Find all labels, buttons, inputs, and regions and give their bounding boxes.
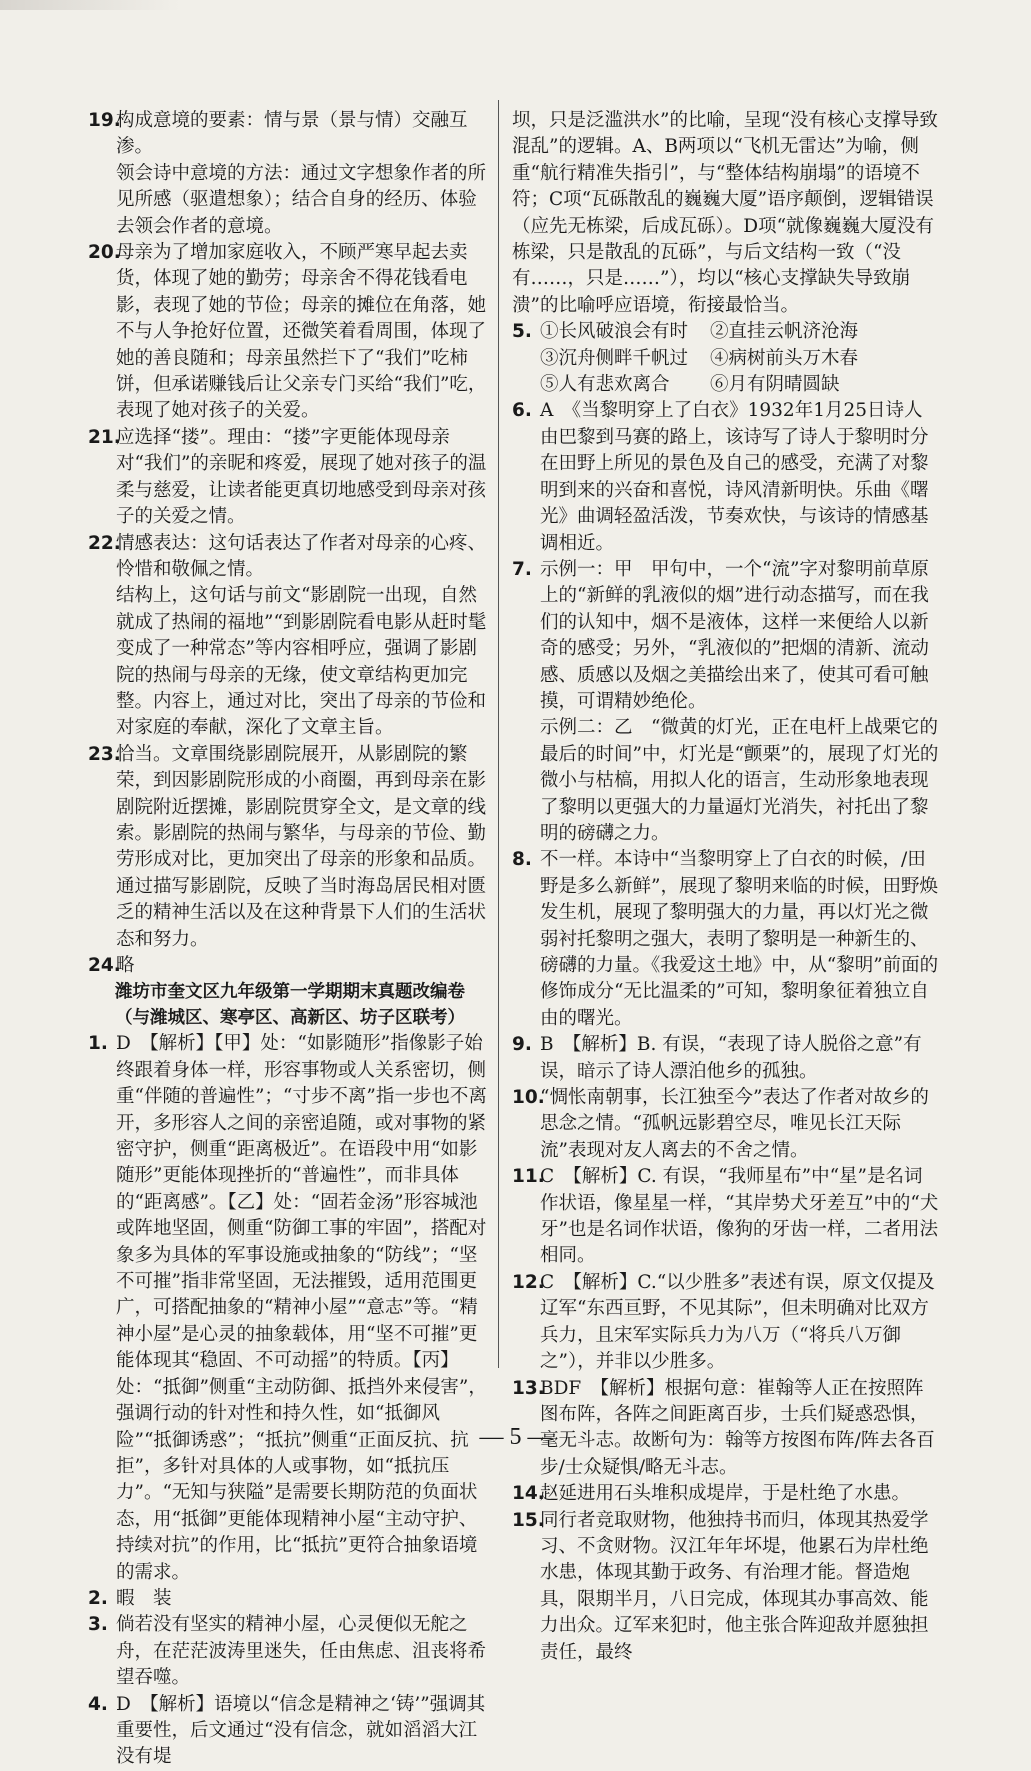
answer-item	[88, 531, 492, 742]
answer-number: 5.	[512, 321, 532, 343]
answer-text: B 【解析】B. 有误，“表现了诗人脱俗之意”有误，暗示了诗人漂泊他乡的孤独。	[540, 1034, 922, 1082]
answer-text: 示例一：甲 甲句中，一个“流”字对黎明前草原上的“新鲜的乳液似的烟”进行动态描写，而在我们的认知中，烟不是液体，这样一来便给人以新奇的感受；另外，“乳液似的”把烟的清新、流动感、质感以及烟之美描绘出来了，使其可看可触摸，可谓精妙绝伦。	[540, 558, 929, 712]
answer-text: 赵延进用石头堆积成堤岸，于是杜绝了水患。	[540, 1483, 911, 1505]
answer-text: C 【解析】C. 有误，“我师星布”中“星”是名词作状语，像星星一样，“其岸势犬牙差互”中的“犬牙”也是名词作状语，像狗的牙齿一样，二者用法相同。	[540, 1166, 939, 1267]
answer-item	[88, 1692, 492, 1771]
answer-number: 9.	[512, 1034, 532, 1056]
answer-text: 构成意境的要素：情与景（景与情）交融互渗。	[116, 110, 468, 158]
answer-text: 略	[116, 955, 135, 976]
answer-item	[512, 847, 940, 1032]
answer-item	[88, 108, 492, 240]
answer-item	[512, 108, 940, 319]
answer-item	[512, 1032, 940, 1085]
answer-item	[88, 425, 492, 531]
answer-item	[512, 319, 940, 398]
poem-lines	[540, 319, 940, 398]
poem-line: ②直挂云帆济沧海	[710, 321, 859, 343]
answer-item	[88, 742, 492, 953]
answer-text: C 【解析】C.“以少胜多”表述有误，原文仅提及辽军“东西亘野，不见其际”，但未明确对比双方兵力，且宋军实际兵力为八万（“将兵八万御之”），并非以少胜多。	[540, 1271, 935, 1373]
answer-number: 3.	[88, 1614, 108, 1636]
answer-text: 示例二：乙 “微黄的灯光，正在电杆上战栗它的最后的时间”中，灯光是“颤栗”的，展现了灯光的微小与枯槁，用拟人化的语言，生动形象地表现了黎明以更强大的力量逼灯光消失，衬托出了黎明的磅礴之力。	[540, 717, 939, 844]
answer-number: 22.	[88, 532, 121, 554]
answer-number: 8.	[512, 849, 532, 871]
answer-number: 23.	[88, 743, 121, 765]
poem-line: ④病树前头万木春	[710, 347, 859, 369]
answer-item	[512, 398, 940, 556]
section-title-line-2: （与潍城区、寒亭区、高新区、坊子区联考）	[115, 1008, 465, 1029]
poem-line: ⑤人有悲欢离合	[540, 374, 670, 396]
answer-text: “惆怅南朝事，长江独至今”表达了作者对故乡的思念之情。“孤帆远影碧空尽，唯见长江天际流”表现对友人离去的不舍之情。	[540, 1087, 929, 1161]
answer-text: 坝，只是泛滥洪水”的比喻，呈现“没有核心支撑导致混乱”的逻辑。A、B两项以“飞机无雷达”为喻，侧重“航行精准失指引”，与“整体结构崩塌”的语境不符；C项“瓦砾散乱的巍巍大厦”语序颠倒，逻辑错误（应先无栋梁，后成瓦砾）。D项“就像巍巍大厦没有栋梁，只是散乱的瓦砾”，与后文结构一致（“没有……，只是……”），均以“核心支撑缺失导致崩溃”的比喻呼应语境，衔接最恰当。	[512, 110, 938, 316]
answer-item	[88, 1586, 492, 1612]
poem-line: ③沉舟侧畔千帆过	[540, 347, 689, 369]
answer-number: 2.	[88, 1587, 108, 1609]
answer-number: 10.	[512, 1087, 545, 1109]
answer-text: 同行者竞取财物，他独持书而归，体现其热爱学习、不贪财物。汉江年年坏堤，他累石为岸杜绝水患，体现其勤于政务、有治理才能。督造炮具，限期半月，八日完成，体现其办事高效、能力出众。辽军来犯时，他主张合阵迎敌并愿独担责任，最终	[540, 1509, 929, 1663]
column-divider	[498, 100, 499, 1368]
scan-smear	[0, 0, 180, 10]
answer-number: 12.	[512, 1271, 545, 1293]
page-number: — 5 —	[479, 1424, 552, 1450]
answer-text: 暇 装	[116, 1587, 172, 1609]
section-title-line-1: 潍坊市奎文区九年级第一学期期末真题改编卷	[115, 982, 465, 1003]
answer-number: 20.	[88, 242, 121, 264]
answer-number: 14.	[512, 1483, 545, 1505]
poem-line: ①长风破浪会有时	[540, 321, 689, 343]
poem-line: ⑥月有阴晴圆缺	[710, 374, 840, 396]
answer-text: 母亲为了增加家庭收入，不顾严寒早起去卖货，体现了她的勤劳；母亲舍不得花钱看电影，表现了她的节俭；母亲的摊位在角落，她不与人争抢好位置，还微笑着看周围，体现了她的善良随和；母亲虽然拦下了“我们”吃柿饼，但承诺赚钱后让父亲专门买给“我们”吃，表现了她对孩子的关爱。	[116, 242, 487, 422]
answer-text: D 【解析】语境以“信念是精神之‘铸’”强调其重要性，后文通过“没有信念，就如滔滔大江没有堤	[116, 1693, 486, 1768]
answer-item	[88, 1612, 492, 1691]
answer-text: 不一样。本诗中“当黎明穿上了白衣的时候，/田野是多么新鲜”，展现了黎明来临的时候，田野焕发生机，展现了黎明强大的力量，再以灯光之微弱衬托黎明之强大，表明了黎明是一种新生的、磅礴的力量。《我爱这土地》中，从“黎明”前面的修饰成分“无比温柔的”可知，黎明象征着独立自由的曙光。	[540, 849, 939, 1029]
section-title	[88, 979, 492, 1031]
answer-item	[512, 1270, 940, 1376]
answer-item	[512, 1164, 940, 1270]
answer-number: 15.	[512, 1509, 545, 1531]
answer-text: 恰当。文章围绕影剧院展开，从影剧院的繁荣，到因影剧院形成的小商圈，再到母亲在影剧院附近摆摊，影剧院贯穿全文，是文章的线索。影剧院的热闹与繁华，与母亲的节俭、勤劳形成对比，更加突出了母亲的形象和品质。通过描写影剧院，反映了当时海岛居民相对匮乏的精神生活以及在这种背景下人们的生活状态和努力。	[116, 743, 487, 950]
left-column	[88, 108, 492, 1771]
answer-number: 19.	[88, 110, 121, 131]
answer-number: 13.	[512, 1377, 545, 1399]
answer-item	[512, 1481, 940, 1507]
answer-item	[88, 953, 492, 979]
answer-text: D 【解析】【甲】处：“如影随形”指像影子始终跟着身体一样，形容事物或人关系密切，侧重“伴随的普遍性”；“寸步不离”指一步也不离开，多形容人之间的亲密追随，或对事物的紧密守护，侧重“距离极近”。在语段中用“如影随形”更能体现挫折的“普遍性”，而非具体的“距离感”。【乙】处：“固若金汤”形容城池或阵地坚固，侧重“防御工事的牢固”，搭配对象多为具体的军事设施或抽象的“防线”；“坚不可摧”指非常坚固，无法摧毁，适用范围更广，可搭配抽象的“精神小屋”“意志”等。“精神小屋”是心灵的抽象载体，用“坚不可摧”更能体现其“稳固、不可动摇”的特质。【丙】处：“抵御”侧重“主动防御、抵挡外来侵害”，强调行动的针对性和持久性，如“抵御风险”“抵御诱惑”；“抵抗”侧重“正面反抗、抗拒”，多针对具体的人或事物，如“抵抗压力”。“无知与狭隘”是需要长期防范的负面状态，用“抵御”更能体现精神小屋“主动守护、持续对抗”的作用，比“抵抗”更符合抽象语境的需求。	[116, 1033, 487, 1583]
answer-item	[88, 1031, 492, 1586]
answer-item	[88, 240, 492, 425]
answer-text: A 《当黎明穿上了白衣》1932年1月25日诗人由巴黎到马赛的路上，该诗写了诗人于黎明时分在田野上所见的景色及自己的感受，充满了对黎明到来的兴奋和喜悦，诗风清新明快。乐曲《曙光》曲调轻盈活泼，节奏欢快，与该诗的情感基调相近。	[540, 400, 929, 554]
answer-text: 领会诗中意境的方法：通过文字想象作者的所见所感（驱遣想象）；结合自身的经历、体验去领会作者的意境。	[116, 162, 487, 237]
answer-item	[512, 557, 940, 847]
answer-item	[512, 1085, 940, 1164]
answer-number: 24.	[88, 955, 121, 976]
answer-number: 7.	[512, 558, 532, 580]
answer-number: 11.	[512, 1166, 545, 1188]
answer-text: BDF 【解析】根据句意：崔翰等人正在按照阵图布阵，各阵之间距离百步，士兵们疑惑恐惧，毫无斗志。故断句为：翰等方按图布阵/阵去各百步/士众疑惧/略无斗志。	[540, 1377, 935, 1478]
answer-text: 倘若没有坚实的精神小屋，心灵便似无舵之舟，在茫茫波涛里迷失，任由焦虑、沮丧将希望吞噬。	[116, 1614, 487, 1689]
answer-number: 6.	[512, 400, 532, 422]
answer-number: 1.	[88, 1033, 108, 1055]
answer-item	[512, 1508, 940, 1666]
answer-text: 应选择“搂”。理由：“搂”字更能体现母亲对“我们”的亲昵和疼爱，展现了她对孩子的温柔与慈爱，让读者能更真切地感受到母亲对孩子的关爱之情。	[116, 426, 487, 528]
answer-number: 4.	[88, 1693, 108, 1715]
answer-text: 结构上，这句话与前文“影剧院一出现，自然就成了热闹的福地”“到影剧院看电影从赶时髦变成了一种常态”等内容相呼应，强调了影剧院的热闹与母亲的无缘，使文章结构更加完整。内容上，通过对比，突出了母亲的节俭和对家庭的奉献，深化了文章主旨。	[116, 585, 487, 739]
answer-text: 情感表达：这句话表达了作者对母亲的心疼、怜惜和敬佩之情。	[116, 532, 487, 580]
answer-number: 21.	[88, 426, 121, 448]
